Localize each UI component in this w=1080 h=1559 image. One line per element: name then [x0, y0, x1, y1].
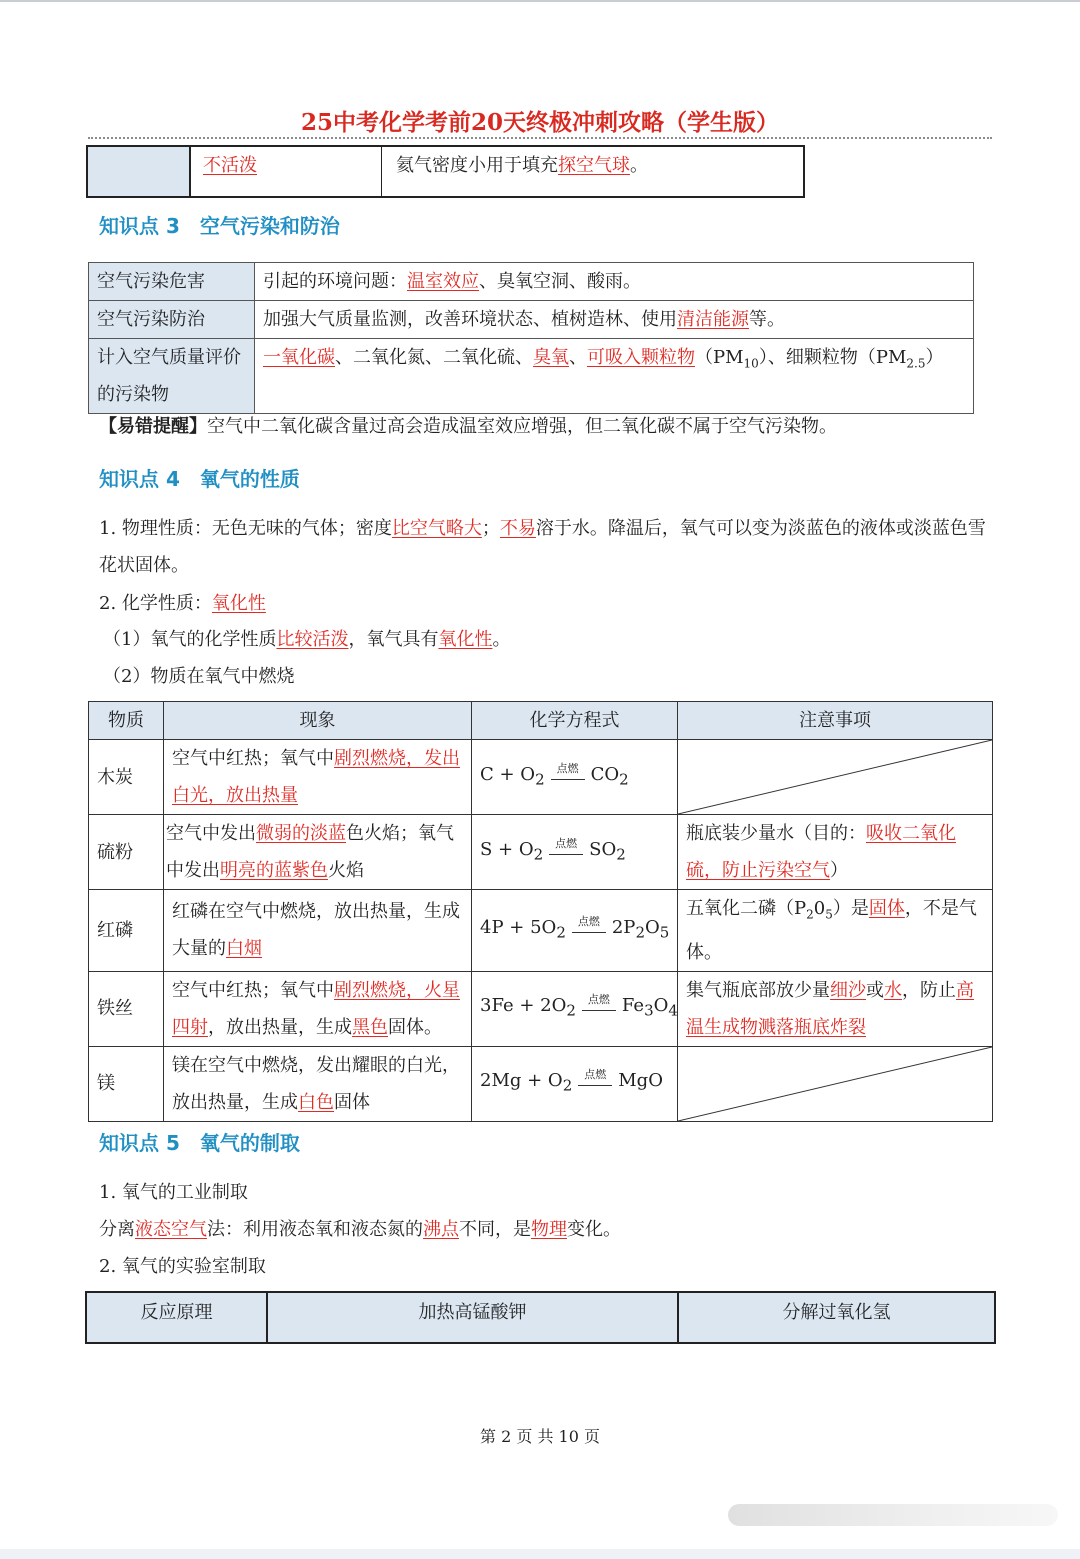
note-cell: 集气瓶底部放少量细沙或水，防止高温生成物溅落瓶底炸裂: [678, 971, 993, 1046]
table-row: [89, 339, 974, 414]
column-header: 现象: [164, 702, 472, 740]
watermark-bar: [728, 1504, 1058, 1526]
table-row: [89, 263, 974, 301]
equation-cell: $S + O_2$ 点燃 $SO_2$: [472, 815, 678, 890]
column-header: 注意事项: [678, 702, 993, 740]
equation-cell: $2Mg + O_2$ 点燃 MgO: [472, 1046, 678, 1121]
column-header: 加热高锰酸钾: [418, 1302, 527, 1323]
bottom-border: [0, 1549, 1080, 1559]
top-table-prop-cell: [191, 147, 405, 196]
prop-text: 不活泼: [203, 155, 257, 176]
tip-label: 【易错提醒】: [99, 416, 207, 437]
row-content: 引起的环境问题：温室效应、臭氧空洞、酸雨。: [255, 263, 974, 301]
top-table-use-cell: 氦气密度小用于填充探空气球。: [396, 155, 648, 176]
top-table-label-cell: [88, 147, 189, 196]
row-label: 空气污染防治: [89, 301, 255, 339]
table-row: [89, 1046, 993, 1121]
equation-cell: $3Fe + 2O_2$ 点燃 $Fe_3O_4$: [472, 971, 678, 1046]
table-row: [89, 890, 993, 972]
table-row: [89, 301, 974, 339]
table-header-row: [89, 702, 993, 740]
equation-cell: $C + O_2$ 点燃 $CO_2$: [472, 740, 678, 815]
tip-line: [99, 408, 989, 445]
combustion-table: [88, 701, 993, 1122]
industrial-prep-heading: 1. 氧气的工业制取: [99, 1182, 248, 1203]
header-divider: [88, 137, 992, 139]
top-border: [0, 0, 1080, 2]
note-cell-empty: [678, 740, 993, 815]
note-cell-empty: [678, 1046, 993, 1121]
table-row: [89, 740, 993, 815]
physical-property-para: 1. 物理性质：无色无味的气体；密度比空气略大；不易溶于水。降温后，氧气可以变为淡蓝色的液体或淡蓝色雪花状固体。: [99, 518, 986, 576]
note-cell: 瓶底装少量水（目的：吸收二氧化硫，防止污染空气）: [678, 815, 993, 890]
substance-name: 红磷: [89, 890, 164, 972]
oxygen-activity-para: （1）氧气的化学性质比较活泼，氧气具有氧化性。: [103, 629, 511, 650]
pollution-table: [88, 262, 974, 414]
combustion-subheading: （2）物质在氧气中燃烧: [103, 666, 295, 687]
row-content: 加强大气质量监测，改善环境状态、植树造林、使用清洁能源等。: [255, 301, 974, 339]
equation-cell: $4P + 5O_2$ 点燃 $2P_2O_5$: [472, 890, 678, 972]
phenomenon-cell: 空气中红热；氧气中剧烈燃烧，火星四射，放出热量，生成黑色固体。: [164, 971, 472, 1046]
table-row: [89, 815, 993, 890]
substance-name: 镁: [89, 1046, 164, 1121]
row-content: 一氧化碳、二氧化氮、二氧化硫、臭氧、可吸入颗粒物$(PM_{10})$、细颗粒物$(PM_{2.5})$: [255, 339, 974, 414]
substance-name: 硫粉: [89, 815, 164, 890]
table-row: [89, 971, 993, 1046]
section-heading-k5: 知识点 5 氧气的制取: [99, 1131, 300, 1155]
page-header-title: 25中考化学考前20天终极冲刺攻略（学生版）: [300, 109, 779, 136]
section-heading-k4: 知识点 4 氧气的性质: [99, 467, 300, 491]
column-header: 物质: [89, 702, 164, 740]
column-header: 反应原理: [140, 1302, 213, 1323]
industrial-prep-para: 分离液态空气法：利用液态氧和液态氮的沸点不同，是物理变化。: [99, 1219, 621, 1240]
column-header: 分解过氧化氢: [782, 1302, 891, 1323]
lab-prep-table: [85, 1291, 996, 1344]
row-label: 计入空气质量评价的污染物: [89, 339, 255, 414]
phenomenon-cell: 空气中红热；氧气中剧烈燃烧，发出白光，放出热量: [164, 740, 472, 815]
section-heading-k3: 知识点 3 空气污染和防治: [99, 214, 340, 238]
substance-name: 木炭: [89, 740, 164, 815]
lab-prep-heading: 2. 氧气的实验室制取: [99, 1256, 266, 1277]
page-number: 第 2 页 共 10 页: [480, 1427, 600, 1446]
top-table: [86, 145, 805, 198]
phenomenon-cell: 红磷在空气中燃烧，放出热量，生成大量的白烟: [164, 890, 472, 972]
chemical-property-para: 2. 化学性质：氧化性: [99, 593, 266, 614]
note-cell: 五氧化二磷$(P_20_5)$是固体，不是气体。: [678, 890, 993, 972]
phenomenon-cell: 空气中发出微弱的淡蓝色火焰；氧气中发出明亮的蓝紫色火焰: [164, 815, 472, 890]
phenomenon-cell: 镁在空气中燃烧，发出耀眼的白光，放出热量，生成白色固体: [164, 1046, 472, 1121]
tip-text: 空气中二氧化碳含量过高会造成温室效应增强，但二氧化碳不属于空气污染物。: [207, 416, 837, 437]
row-label: 空气污染危害: [89, 263, 255, 301]
column-header: 化学方程式: [472, 702, 678, 740]
substance-name: 铁丝: [89, 971, 164, 1046]
